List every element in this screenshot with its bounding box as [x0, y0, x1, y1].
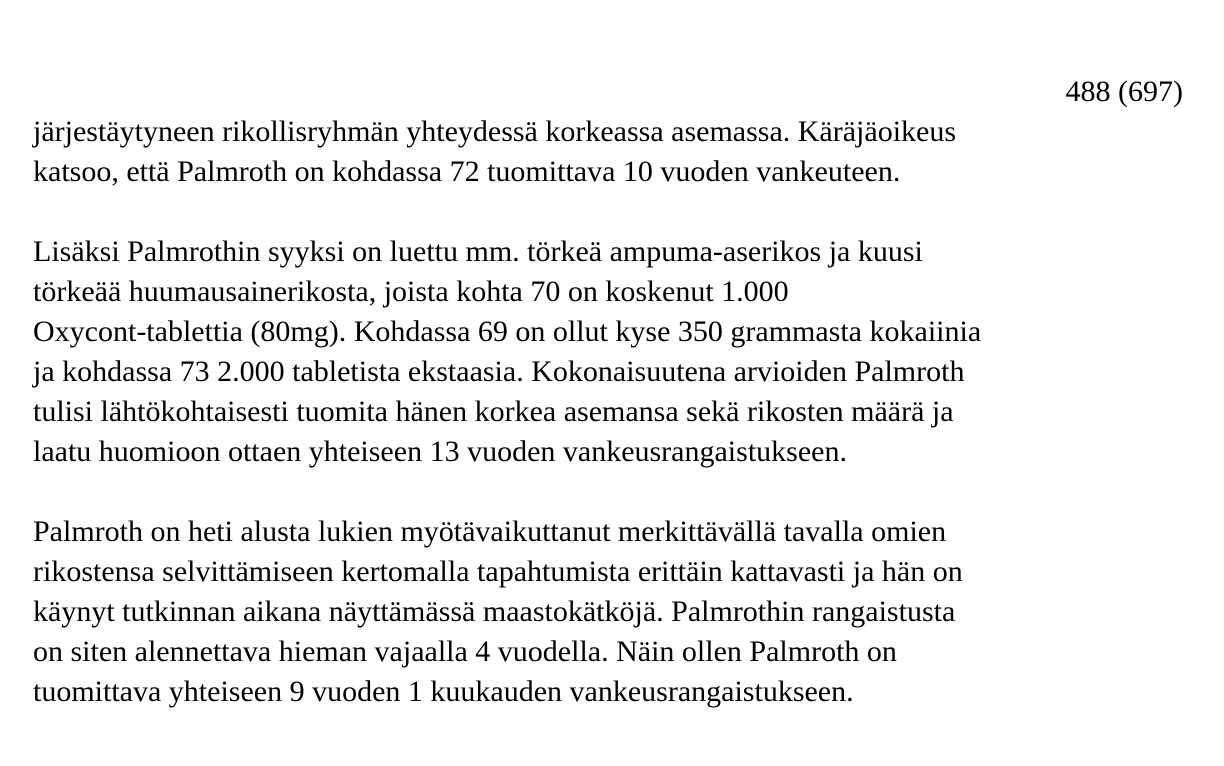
paragraph-2	[33, 232, 1185, 472]
document-page	[33, 72, 1185, 712]
paragraph-line: Lisäksi Palmrothin syyksi on luettu mm. törkeä ampuma-aserikos ja kuusi	[33, 235, 923, 268]
paragraph-line: Oxycont-tablettia (80mg). Kohdassa 69 on ollut kyse 350 grammasta kokaiinia	[33, 315, 982, 348]
paragraph-line: tulisi lähtökohtaisesti tuomita hänen korkea asemansa sekä rikosten määrä ja	[33, 395, 954, 428]
paragraph-line: Palmroth on heti alusta lukien myötävaikuttanut merkittävällä tavalla omien	[33, 515, 947, 548]
paragraph-spacer	[33, 472, 1185, 512]
paragraph-line: laatu huomioon ottaen yhteiseen 13 vuoden vankeusrangaistukseen.	[33, 435, 847, 468]
paragraph-line: ja kohdassa 73 2.000 tabletista ekstaasia. Kokonaisuutena arvioiden Palmroth	[33, 355, 965, 388]
paragraph-spacer	[33, 192, 1185, 232]
paragraph-line: tuomittava yhteiseen 9 vuoden 1 kuukauden vankeusrangaistukseen.	[33, 675, 854, 708]
page-number: 488 (697)	[1065, 75, 1183, 108]
paragraph-3	[33, 512, 1185, 712]
paragraph-line: on siten alennettava hieman vajaalla 4 vuodella. Näin ollen Palmroth on	[33, 635, 897, 668]
paragraph-line: törkeää huumausainerikosta, joista kohta 70 on koskenut 1.000	[33, 275, 789, 308]
paragraph-line: käynyt tutkinnan aikana näyttämässä maastokätköjä. Palmrothin rangaistusta	[33, 595, 956, 628]
paragraph-1	[33, 112, 1185, 192]
paragraph-line: rikostensa selvittämiseen kertomalla tapahtumista erittäin kattavasti ja hän on	[33, 555, 963, 588]
paragraph-line: järjestäytyneen rikollisryhmän yhteydessä korkeassa asemassa. Käräjäoikeus	[33, 115, 957, 148]
paragraph-line: katsoo, että Palmroth on kohdassa 72 tuomittava 10 vuoden vankeuteen.	[33, 155, 901, 188]
